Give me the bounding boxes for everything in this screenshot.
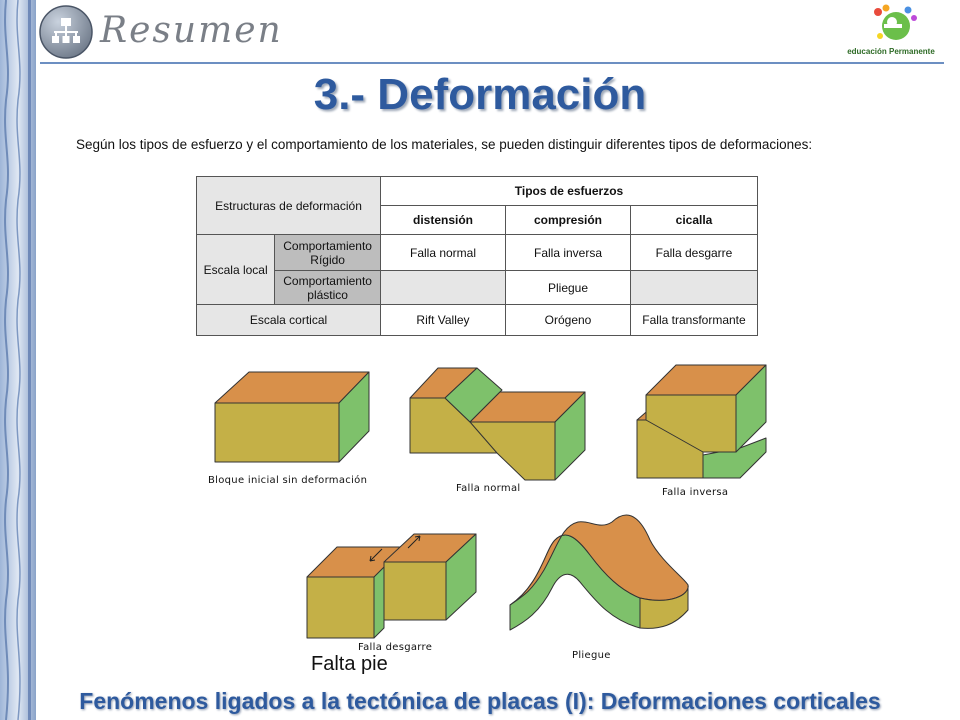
- table-cell: Falla inversa: [506, 235, 631, 271]
- table-corner-header: Estructuras de deformación: [197, 177, 381, 235]
- deformation-table: [196, 176, 758, 336]
- table-cell: Falla transformante: [631, 305, 758, 336]
- column-header: compresión: [506, 206, 631, 235]
- table-group-header: Tipos de esfuerzos: [381, 177, 758, 206]
- figure-caption: Falla normal: [456, 483, 521, 494]
- slide-title: 3.- Deformación: [313, 70, 647, 119]
- row-subheader-plastic: Comportamiento plástico: [275, 271, 381, 305]
- missing-caption-note: Falta pie: [311, 653, 388, 675]
- row-header-local: Escala local: [197, 235, 275, 305]
- footer-title: Fenómenos ligados a la tectónica de placas (I): Deformaciones corticales: [79, 688, 881, 714]
- figure-caption: Falla inversa: [662, 487, 729, 498]
- section-title: Resumen: [100, 10, 283, 51]
- initial-block-diagram: [215, 372, 369, 462]
- fold-diagram: [510, 515, 688, 630]
- table-cell-empty: [631, 271, 758, 305]
- brand-text: educación Permanente: [847, 47, 935, 56]
- column-header: distensión: [381, 206, 506, 235]
- strike-slip-fault-diagram: [307, 534, 476, 638]
- intro-paragraph: Según los tipos de esfuerzo y el comportamiento de los materiales, se pueden distinguir diferentes tipos de deformaciones:: [76, 137, 813, 152]
- table-cell-empty: [381, 271, 506, 305]
- deformation-diagrams: [0, 350, 960, 680]
- row-subheader-rigid: Comportamiento Rígido: [275, 235, 381, 271]
- figure-caption: Falla desgarre: [358, 642, 433, 653]
- educacion-permanente-logo-icon: [834, 4, 948, 48]
- table-cell: Pliegue: [506, 271, 631, 305]
- table-cell: Falla desgarre: [631, 235, 758, 271]
- figure-caption: Bloque inicial sin deformación: [208, 475, 368, 486]
- row-header-cortical: Escala cortical: [197, 305, 381, 336]
- table-cell: Falla normal: [381, 235, 506, 271]
- column-header: cicalla: [631, 206, 758, 235]
- reverse-fault-diagram: [637, 365, 766, 478]
- brand-logo: [834, 4, 948, 62]
- header-divider: [40, 62, 944, 64]
- normal-fault-diagram: [410, 368, 585, 480]
- table-cell: Rift Valley: [381, 305, 506, 336]
- table-cell: Orógeno: [506, 305, 631, 336]
- figure-caption: Pliegue: [572, 650, 611, 661]
- sitemap-logo-icon: [38, 4, 94, 60]
